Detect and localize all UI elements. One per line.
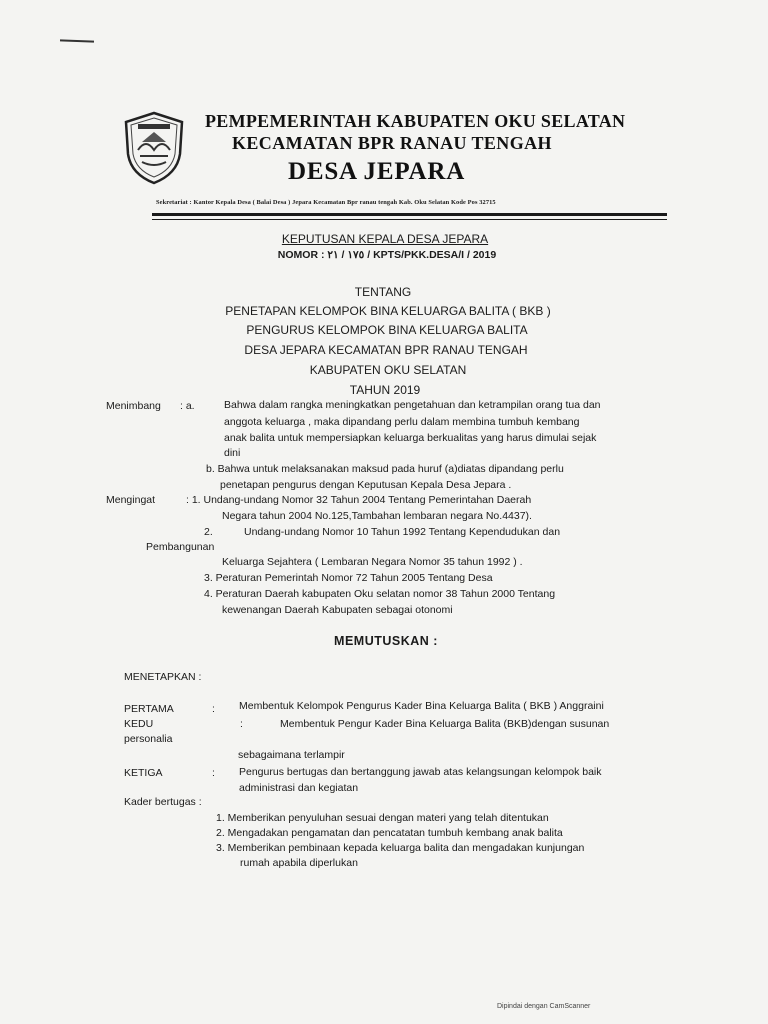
ketiga-line-2: administrasi dan kegiatan [239, 782, 359, 794]
mengingat-item-4-line-1: 4. Peraturan Daerah kabupaten Oku selatan nomor 38 Tahun 2000 Tentang [204, 588, 556, 600]
mengingat-item-1-line-2: Negara tahun 2004 No.125,Tambahan lembaran negara No.4437). [222, 510, 532, 522]
ketiga-line-1: Pengurus bertugas dan bertanggung jawab atas kelangsungan kelompok baik [239, 766, 602, 778]
kedua-text: Membentuk Pengur Kader Bina Keluarga Balita (BKB)dengan susunan [280, 718, 610, 730]
subject-line-1: PENETAPAN KELOMPOK BINA KELUARGA BALITA ( BKB ) [225, 304, 551, 318]
kader-item-3: 3. Memberikan pembinaan kepada keluarga balita dan mengadakan kunjungan [216, 842, 585, 854]
menimbang-b-line-1: b. Bahwa untuk melaksanakan maksud pada huruf (a)diatas dipandang perlu [206, 463, 564, 475]
scanner-watermark: Dipindai dengan CamScanner [497, 1003, 591, 1010]
memutuskan-heading: MEMUTUSKAN : [334, 634, 438, 648]
kader-label: Kader bertugas : [124, 796, 202, 808]
kader-item-2: 2. Mengadakan pengamatan dan pencatatan tumbuh kembang anak balita [216, 827, 563, 839]
menetapkan-label: MENETAPKAN : [124, 671, 202, 683]
menimbang-label: Menimbang [106, 400, 161, 412]
letterhead-district: KECAMATAN BPR RANAU TENGAH [232, 133, 552, 153]
mengingat-item-2-number: 2. [204, 526, 213, 538]
ketiga-colon: : [212, 767, 215, 779]
kedua-colon: : [240, 718, 243, 730]
kedua-label: KEDU [124, 718, 154, 730]
menimbang-a-line-3: anak balita untuk mempersiapkan keluarga berkualitas yang harus dimulai sejak [224, 432, 597, 444]
decree-title: KEPUTUSAN KEPALA DESA JEPARA [281, 232, 489, 246]
mengingat-item-2-wrap: Pembangunan [146, 541, 215, 553]
ketiga-label: KETIGA [124, 767, 163, 779]
scan-mark [60, 39, 94, 42]
kedua-cont: sebagaimana terlampir [238, 749, 345, 761]
menimbang-a-line-2: anggota keluarga , maka dipandang perlu dalam membina tumbuh kembang [224, 416, 580, 428]
mengingat-item-4-line-2: kewenangan Daerah Kabupaten sebagai otonomi [222, 604, 453, 616]
letterhead-rule-thick [152, 213, 667, 216]
subject-line-2: PENGURUS KELOMPOK BINA KELUARGA BALITA [246, 323, 528, 337]
pertama-text: Membentuk Kelompok Pengurus Kader Bina Keluarga Balita ( BKB ) Anggraini [239, 700, 604, 712]
mengingat-item-2-line: Undang-undang Nomor 10 Tahun 1992 Tentang Kependudukan dan [244, 526, 561, 538]
regency-emblem-icon [122, 110, 186, 186]
letterhead-rule-thin [152, 219, 667, 220]
pertama-label: PERTAMA [124, 703, 174, 715]
mengingat-label: Mengingat [106, 494, 156, 506]
menimbang-a-line-1: Bahwa dalam rangka meningkatkan pengetahuan dan ketrampilan orang tua dan [224, 399, 601, 411]
letterhead-village: DESA JEPARA [288, 158, 466, 185]
decree-number: NOMOR : ١٧٥ / ٢١ / KPTS/PKK.DESA/I / 2019 [277, 249, 497, 261]
letterhead-government: PEMPEMERINTAH KABUPATEN OKU SELATAN [205, 111, 626, 131]
kader-item-3-wrap: rumah apabila diperlukan [240, 857, 358, 869]
kedua-wrap: personalia [124, 733, 173, 745]
menimbang-a-line-4: dini [224, 447, 241, 459]
subject-line-3: DESA JEPARA KECAMATAN BPR RANAU TENGAH [244, 343, 528, 357]
mengingat-item-3: 3. Peraturan Pemerintah Nomor 72 Tahun 2005 Tentang Desa [204, 572, 493, 584]
menimbang-a-marker: : a. [180, 400, 195, 412]
letterhead-secretariat: Sekretariat : Kantor Kepala Desa ( Balai Desa ) Jepara Kecamatan Bpr ranau tengah Kab. Oku Selatan Kode Pos 32715 [156, 199, 496, 206]
menimbang-b-line-2: penetapan pengurus dengan Keputusan Kepala Desa Jepara . [220, 479, 512, 491]
about-label: TENTANG [354, 285, 412, 299]
subject-line-5: TAHUN 2019 [349, 383, 421, 397]
mengingat-item-1-line-1: : 1. Undang-undang Nomor 32 Tahun 2004 Tentang Pemerintahan Daerah [186, 494, 532, 506]
kader-item-1: 1. Memberikan penyuluhan sesuai dengan materi yang telah ditentukan [216, 812, 549, 824]
pertama-colon: : [212, 703, 215, 715]
subject-line-4: KABUPATEN OKU SELATAN [309, 363, 467, 377]
mengingat-item-2-cont: Keluarga Sejahtera ( Lembaran Negara Nomor 35 tahun 1992 ) . [222, 556, 523, 568]
